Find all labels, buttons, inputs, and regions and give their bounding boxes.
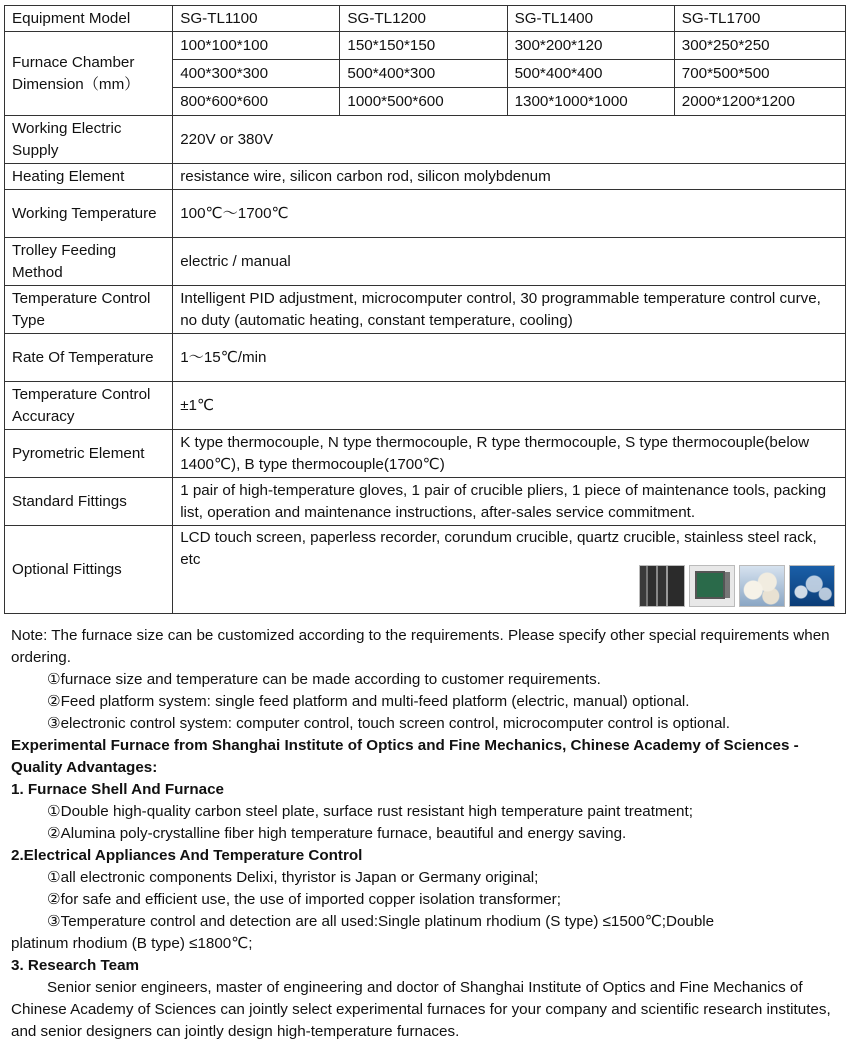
corundum-crucible-image <box>739 565 785 607</box>
row-value: 220V or 380V <box>173 116 846 164</box>
table-row <box>5 430 846 478</box>
dimension-cell: 800*600*600 <box>173 88 340 116</box>
dimension-cell: 300*200*120 <box>507 32 674 60</box>
dimension-cell: 500*400*300 <box>340 60 507 88</box>
note-text: Note: The furnace size can be customized according to the requirements. Please specify other special requirements when ordering. <box>11 627 830 666</box>
dimension-cell: 700*500*500 <box>674 60 845 88</box>
list-item: ③electronic control system: computer control, touch screen control, microcomputer control is optional. <box>47 715 730 732</box>
list-item: ①furnace size and temperature can be made according to customer requirements. <box>47 671 601 688</box>
row-value: 100℃～1700℃ <box>173 190 846 238</box>
table-row <box>5 478 846 526</box>
section-heading: Experimental Furnace from Shanghai Institute of Optics and Fine Mechanics, Chinese Academy of Sciences - Quality Advantages: <box>11 737 799 776</box>
dimension-cell: 400*300*300 <box>173 60 340 88</box>
row-label: Rate Of Temperature <box>5 334 173 382</box>
section-title: 2.Electrical Appliances And Temperature Control <box>11 847 363 864</box>
table-row <box>5 32 846 60</box>
model-cell: SG-TL1100 <box>173 6 340 32</box>
list-item: ①Double high-quality carbon steel plate, surface rust resistant high temperature paint treatment; <box>47 803 693 820</box>
row-value: resistance wire, silicon carbon rod, silicon molybdenum <box>173 164 846 190</box>
row-value: Intelligent PID adjustment, microcomputer control, 30 programmable temperature control curve, no duty (automatic heating, constant temperature, cooling) <box>173 286 846 334</box>
row-label: Trolley Feeding Method <box>5 238 173 286</box>
dimension-cell: 1000*500*600 <box>340 88 507 116</box>
row-label: Standard Fittings <box>5 478 173 526</box>
row-value: electric / manual <box>173 238 846 286</box>
dimension-cell: 100*100*100 <box>173 32 340 60</box>
stainless-steel-rack-image <box>639 565 685 607</box>
section-title: 1. Furnace Shell And Furnace <box>11 781 224 798</box>
row-label: Furnace Chamber Dimension（mm） <box>5 32 173 116</box>
dimension-cell: 1300*1000*1000 <box>507 88 674 116</box>
list-item: ③Temperature control and detection are all used:Single platinum rhodium (S type) ≤1500℃;Double <box>47 913 715 930</box>
row-label: Equipment Model <box>5 6 173 32</box>
list-item: ②for safe and efficient use, the use of imported copper isolation transformer; <box>47 891 561 908</box>
table-row <box>5 286 846 334</box>
notes-section <box>11 625 841 1043</box>
table-row <box>5 6 846 32</box>
table-row <box>5 190 846 238</box>
section-title: 3. Research Team <box>11 957 140 974</box>
list-item: ②Alumina poly-crystalline fiber high temperature furnace, beautiful and energy saving. <box>47 825 627 842</box>
list-item-continuation: platinum rhodium (B type) ≤1800℃; <box>11 935 253 952</box>
row-label: Pyrometric Element <box>5 430 173 478</box>
table-row <box>5 334 846 382</box>
row-value: LCD touch screen, paperless recorder, corundum crucible, quartz crucible, stainless steel rack, etc <box>180 529 817 568</box>
row-value: ±1℃ <box>173 382 846 430</box>
model-cell: SG-TL1700 <box>674 6 845 32</box>
dimension-cell: 150*150*150 <box>340 32 507 60</box>
dimension-cell: 2000*1200*1200 <box>674 88 845 116</box>
list-item: ①all electronic components Delixi, thyristor is Japan or Germany original; <box>47 869 539 886</box>
row-label: Heating Element <box>5 164 173 190</box>
product-thumbnails <box>639 565 835 607</box>
row-value: 1 pair of high-temperature gloves, 1 pair of crucible pliers, 1 piece of maintenance tools, packing list, operation and maintenance instructions, after-sales service commitment. <box>173 478 846 526</box>
row-label: Working Temperature <box>5 190 173 238</box>
spec-table <box>4 5 846 614</box>
model-cell: SG-TL1200 <box>340 6 507 32</box>
paperless-recorder-image <box>689 565 735 607</box>
paragraph: Senior senior engineers, master of engineering and doctor of Shanghai Institute of Optics and Fine Mechanics of Chinese Academy of Sciences can jointly select experimental furnaces for your company and scientific research institutes, and senior designers can jointly design high-temperature furnaces. <box>11 979 831 1040</box>
table-row <box>5 238 846 286</box>
dimension-cell: 300*250*250 <box>674 32 845 60</box>
row-value: 1～15℃/min <box>173 334 846 382</box>
optional-fittings-cell <box>173 526 846 614</box>
table-row <box>5 116 846 164</box>
quartz-crucible-image <box>789 565 835 607</box>
model-cell: SG-TL1400 <box>507 6 674 32</box>
dimension-cell: 500*400*400 <box>507 60 674 88</box>
row-value: K type thermocouple, N type thermocouple, R type thermocouple, S type thermocouple(below 1400℃), B type thermocouple(1700℃) <box>173 430 846 478</box>
row-label: Working Electric Supply <box>5 116 173 164</box>
row-label: Optional Fittings <box>5 526 173 614</box>
table-row <box>5 526 846 614</box>
table-row <box>5 164 846 190</box>
list-item: ②Feed platform system: single feed platform and multi-feed platform (electric, manual) optional. <box>47 693 690 710</box>
row-label: Temperature Control Type <box>5 286 173 334</box>
row-label: Temperature Control Accuracy <box>5 382 173 430</box>
table-row <box>5 382 846 430</box>
